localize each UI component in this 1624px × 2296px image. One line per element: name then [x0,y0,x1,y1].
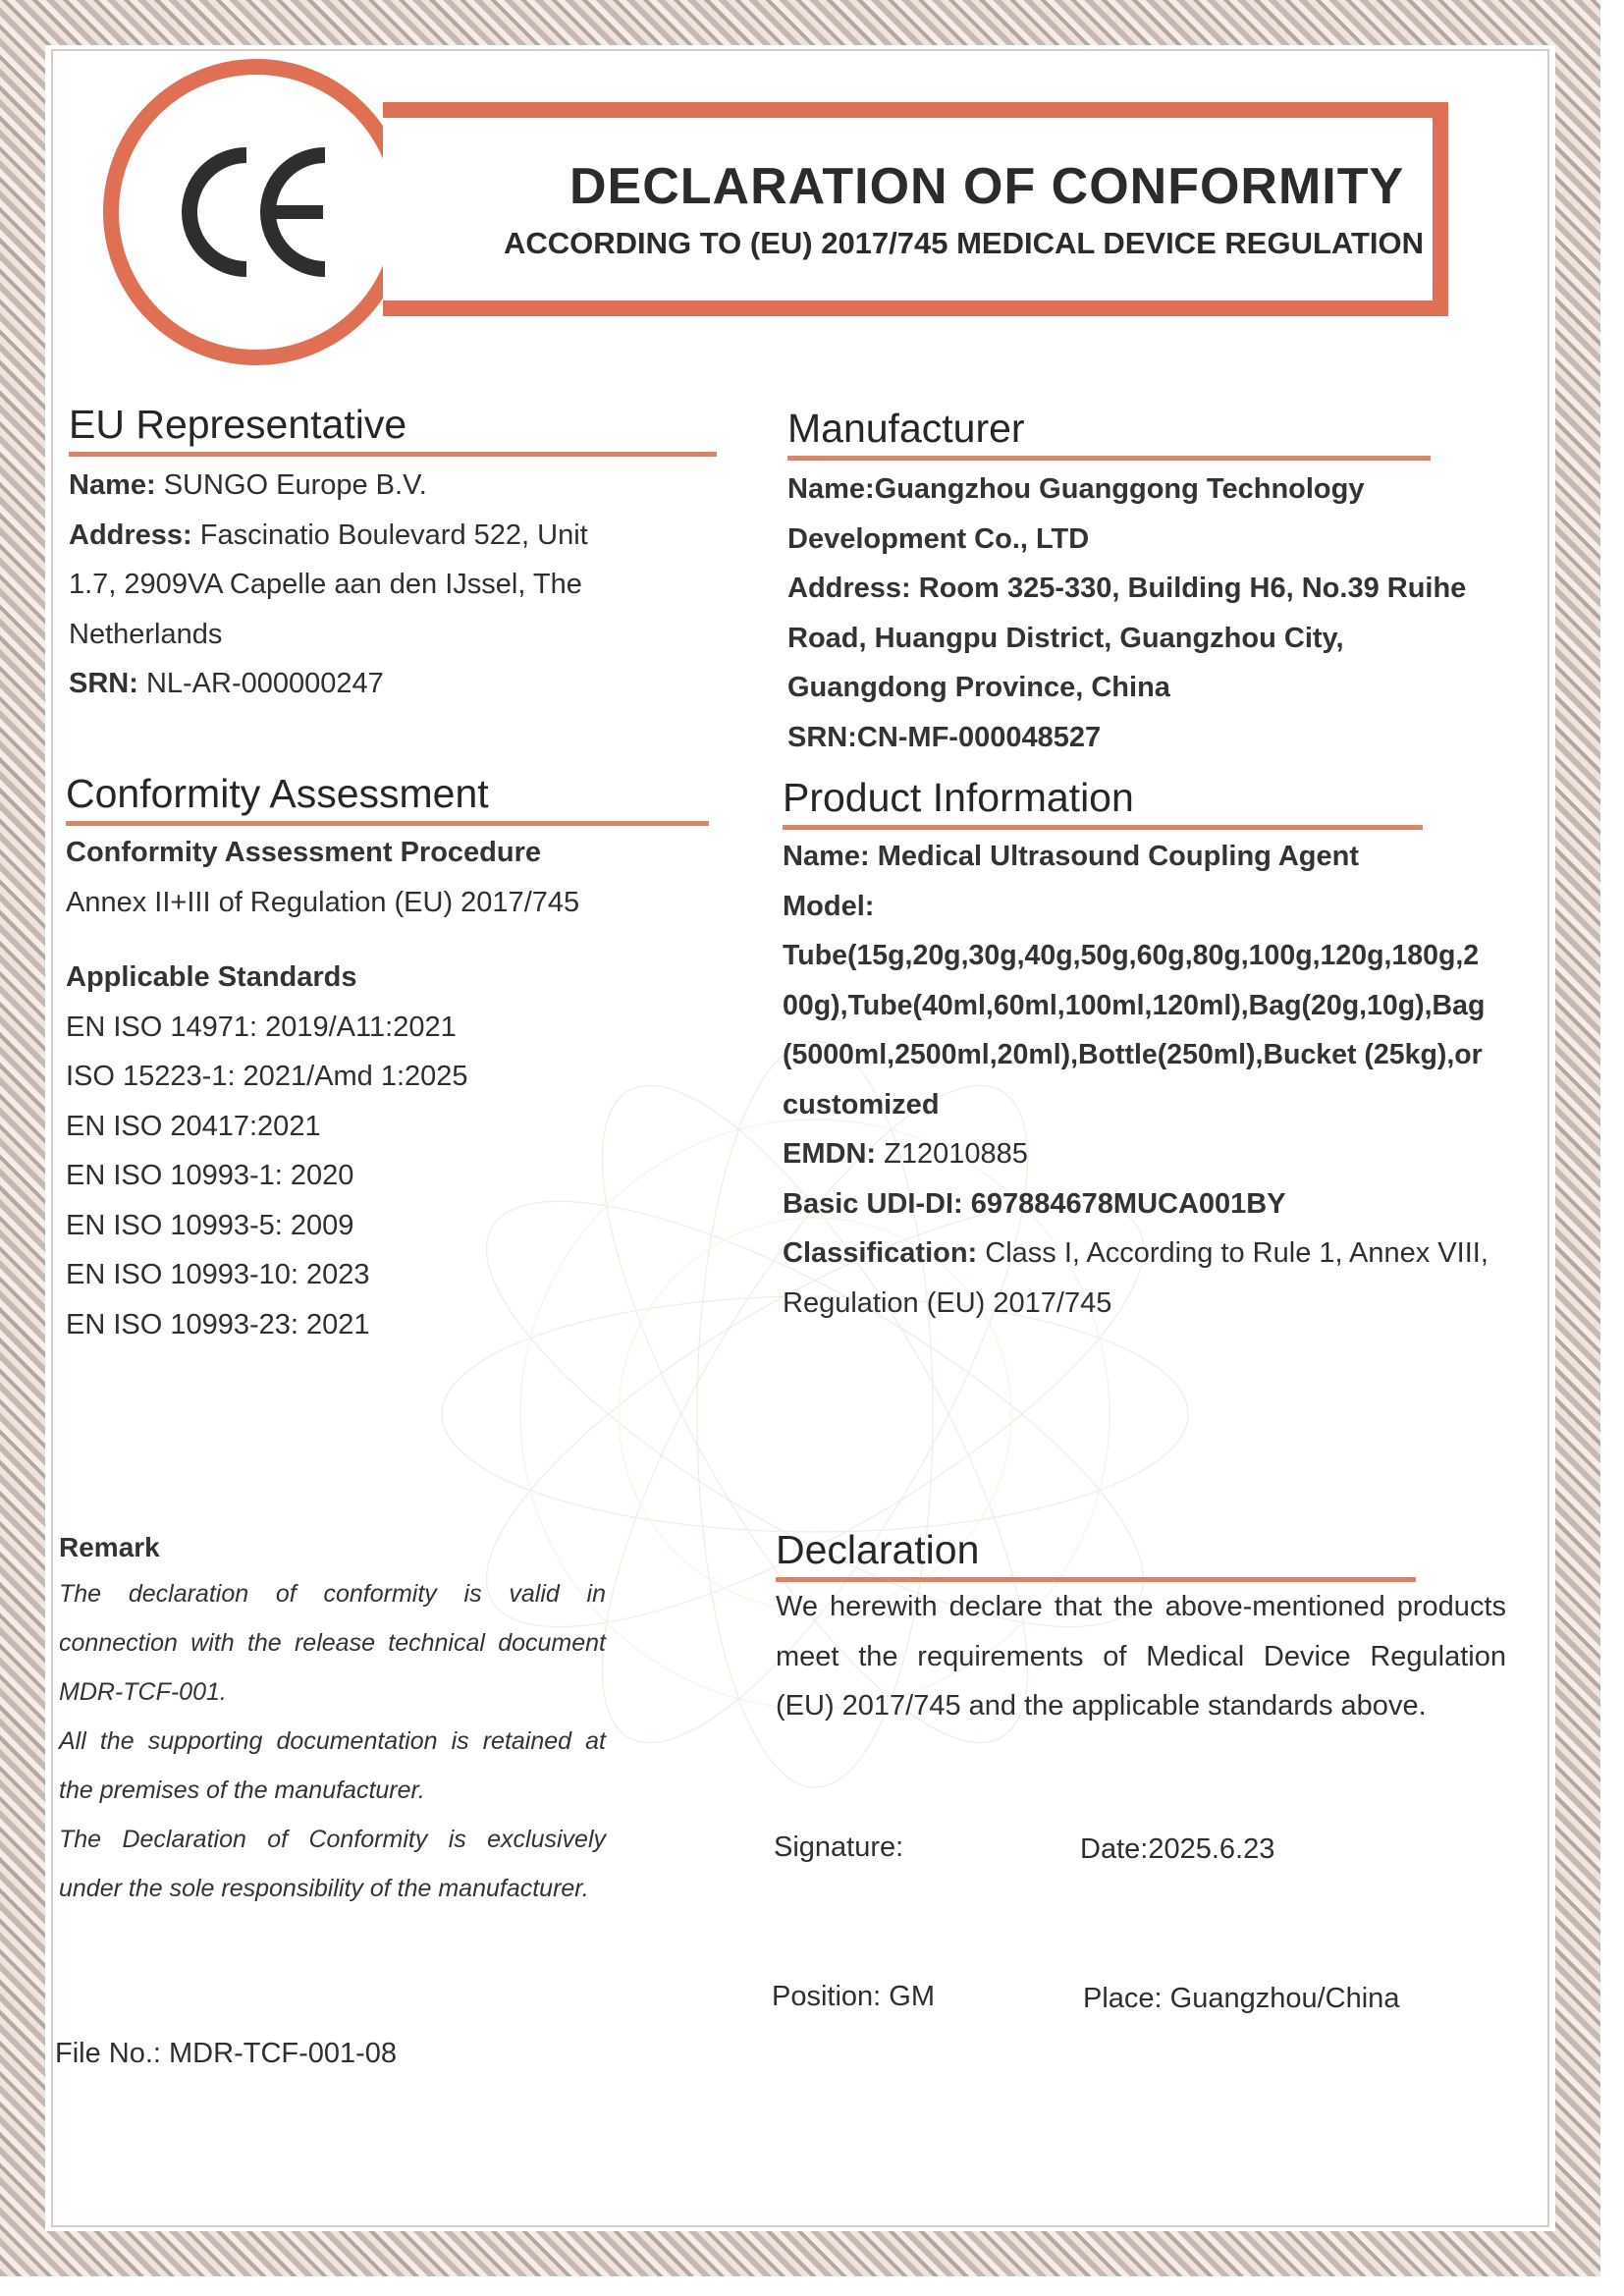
declaration-section [776,1526,1506,1731]
classification-text-1: Class I, According to Rule 1, Annex VIII, [977,1237,1489,1269]
emdn-value: Z12010885 [876,1138,1028,1170]
manufacturer-address-line-1: Address: Room 325-330, Building H6, No.39 Ruihe [787,573,1467,604]
emdn-label: EMDN: [783,1138,877,1170]
remark-line: under the sole responsibility of the manufacturer. [59,1875,589,1902]
eu-representative-heading: EU Representative [69,401,717,457]
eu-rep-srn-value: NL-AR-000000247 [137,668,384,699]
eu-rep-address-line-1 [69,511,717,561]
remark-line: the premises of the manufacturer. [59,1777,425,1804]
procedure-value: Annex II+III of Regulation (EU) 2017/745 [66,886,580,918]
manufacturer-srn: SRN:CN-MF-000048527 [787,721,1102,753]
eu-rep-name [69,461,717,511]
standard-item: EN ISO 20417:2021 [66,1110,321,1142]
declaration-heading: Declaration [776,1526,1416,1582]
remark-line: MDR-TCF-001. [59,1678,227,1706]
conformity-assessment-section [66,770,709,1349]
document-subtitle: ACCORDING TO (EU) 2017/745 MEDICAL DEVICE REGULATION [504,226,1425,260]
signature-label: Signature: [774,1831,904,1863]
model-line-2: 00g),Tube(40ml,60ml,100ml,120ml),Bag(20g,10g),Bag [783,989,1486,1021]
procedure-label: Conformity Assessment Procedure [66,837,542,868]
eu-rep-address-line-2: 1.7, 2909VA Capelle aan den IJssel, The [69,569,582,600]
eu-rep-address-line-3: Netherlands [69,618,223,650]
remark-heading: Remark [59,1532,160,1562]
product-information-heading: Product Information [783,774,1423,830]
eu-rep-address-label: Address: [69,519,192,551]
declaration-line: meet the requirements of Medical Device Regulation [776,1640,1506,1672]
model-line-1: Tube(15g,20g,30g,40g,50g,60g,80g,100g,120g,180g,2 [783,940,1480,971]
standard-item: EN ISO 10993-23: 2021 [66,1308,370,1340]
place-value: Place: Guangzhou/China [1083,1983,1400,2014]
ce-mark-badge [103,59,409,365]
declaration-line: We herewith declare that the above-mentioned products [776,1591,1506,1622]
standards-label: Applicable Standards [66,961,357,993]
standard-item: EN ISO 10993-5: 2009 [66,1209,354,1241]
basic-udi-di: Basic UDI-DI: 697884678MUCA001BY [783,1187,1286,1220]
manufacturer-name-line-2: Development Co., LTD [787,522,1090,555]
classification-line-1 [783,1229,1513,1279]
standard-item: ISO 15223-1: 2021/Amd 1:2025 [66,1061,468,1092]
date-value: Date:2025.6.23 [1080,1833,1275,1865]
remark-line: All the supporting documentation is retained at [59,1727,606,1755]
classification-line-2: Regulation (EU) 2017/745 [783,1286,1112,1319]
eu-rep-srn [69,659,717,709]
conformity-assessment-heading: Conformity Assessment [66,770,709,826]
model-line-4: customized [783,1088,940,1121]
ce-mark-icon [178,134,335,291]
manufacturer-address-line-3: Guangdong Province, China [787,672,1170,703]
standard-item: EN ISO 10993-10: 2023 [66,1259,370,1290]
standard-item: EN ISO 14971: 2019/A11:2021 [66,1011,457,1043]
eu-representative-section [69,401,717,709]
remark-line: connection with the release technical document [59,1629,606,1657]
remark-line: The Declaration of Conformity is exclusively [59,1826,606,1853]
model-label: Model: [783,890,875,922]
manufacturer-address-line-2: Road, Huangpu District, Guangzhou City, [787,622,1344,654]
file-number: File No.: MDR-TCF-001-08 [55,2038,398,2069]
declaration-line: (EU) 2017/745 and the applicable standards above. [776,1690,1427,1722]
classification-label: Classification: [783,1237,978,1269]
eu-rep-name-value: SUNGO Europe B.V. [155,469,427,501]
product-name: Name: Medical Ultrasound Coupling Agent [783,841,1360,872]
eu-rep-name-label: Name: [69,469,156,501]
emdn [783,1129,1513,1179]
product-information-section [783,774,1513,1328]
eu-rep-srn-label: SRN: [69,668,138,699]
manufacturer-heading: Manufacturer [787,405,1431,461]
manufacturer-name-line-1: Name:Guangzhou Guanggong Technology [787,473,1365,505]
position-value: Position: GM [772,1981,935,2012]
remark-line: The declaration of conformity is valid in [59,1580,606,1608]
eu-rep-address-text-1: Fascinatio Boulevard 522, Unit [191,519,588,551]
document-title: DECLARATION OF CONFORMITY [569,158,1405,215]
standard-item: EN ISO 10993-1: 2020 [66,1160,354,1191]
model-line-3: (5000ml,2500ml,20ml),Bottle(250ml),Bucket (25kg),or [783,1039,1483,1070]
remark-section [59,1526,606,1913]
manufacturer-section [787,405,1467,762]
